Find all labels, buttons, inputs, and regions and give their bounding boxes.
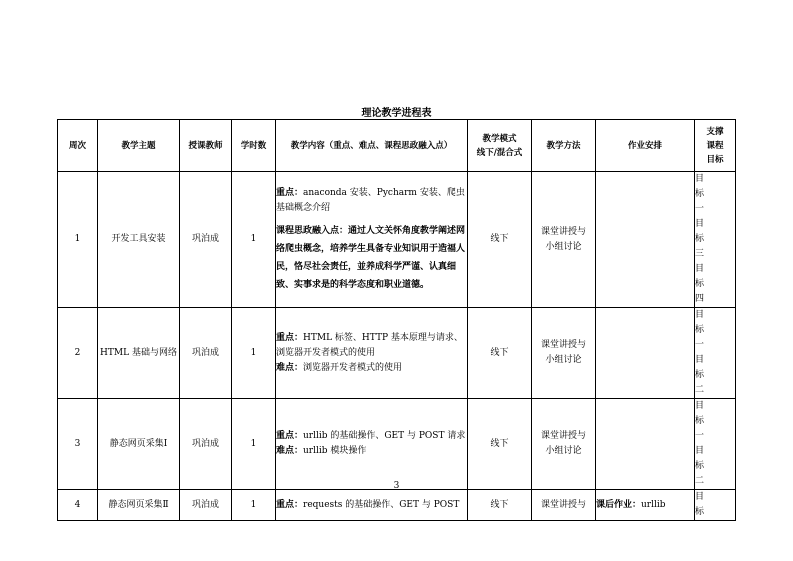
difficulty-label: 难点： xyxy=(276,446,304,456)
mode-cell: 线下 xyxy=(468,172,532,308)
difficulty-text: 浏览器开发者模式的使用 xyxy=(303,362,403,373)
goal-line: 三 xyxy=(695,249,715,259)
method-line1: 课堂讲授与 xyxy=(540,340,586,350)
header-method: 教学方法 xyxy=(532,120,596,172)
difficulty-label: 难点： xyxy=(276,362,304,373)
method-line1: 课堂讲授与 xyxy=(540,499,586,510)
hours-cell: 1 xyxy=(232,172,276,308)
header-goal-line1: 支撑 xyxy=(706,126,724,137)
topic-cell: HTML 基础与网络 xyxy=(98,308,180,399)
goal-cell xyxy=(695,399,736,490)
method-line1: 课堂讲授与 xyxy=(540,226,586,237)
header-topic: 教学主题 xyxy=(98,120,180,172)
ideology-point xyxy=(276,222,467,294)
content-cell xyxy=(276,399,468,490)
key-point-label: 重点： xyxy=(276,187,304,198)
hours-cell: 1 xyxy=(232,490,276,521)
content-cell xyxy=(276,490,468,521)
topic-cell: 开发工具安装 xyxy=(98,172,180,308)
goal-line: 目 标 xyxy=(695,355,715,380)
table-row xyxy=(58,172,736,308)
goal-cell xyxy=(695,490,736,521)
goal-line: 一 xyxy=(695,204,715,214)
goal-line: 一 xyxy=(695,431,715,441)
goal-line: 二 xyxy=(695,385,715,395)
header-week: 周次 xyxy=(58,120,98,172)
goal-line: 目 标 xyxy=(695,219,715,244)
key-point-text: HTML 标签、HTTP 基本原理与请求、浏览器开发者模式的使用 xyxy=(276,332,463,358)
header-mode xyxy=(468,120,532,172)
key-point-label: 重点： xyxy=(276,499,304,510)
header-mode-line1: 教学模式 xyxy=(482,133,517,144)
difficulty-text: urllib 模块操作 xyxy=(303,446,367,456)
mode-cell: 线下 xyxy=(468,308,532,399)
goal-line: 目 标 xyxy=(695,401,715,426)
key-point-text: urllib 的基础操作、GET 与 POST 请求 xyxy=(303,431,466,441)
table-row xyxy=(58,308,736,399)
method-line2: 小组讨论 xyxy=(545,355,582,365)
goal-line: 二 xyxy=(695,476,715,486)
goal-cell xyxy=(695,172,736,308)
header-row xyxy=(58,120,736,172)
homework-cell xyxy=(596,172,695,308)
table-row xyxy=(58,490,736,521)
teaching-schedule-table xyxy=(57,119,736,521)
topic-cell: 静态网页采集Ⅱ xyxy=(98,490,180,521)
page-number: 3 xyxy=(393,481,400,491)
ideology-text: 通过人文关怀角度教学阐述网络爬虫概念，培养学生具备专业知识用于造福人民，恪尽社会责任，並养成科学严谨、认真细致、实事求是的科学态度和职业道德。 xyxy=(276,225,466,290)
hours-cell: 1 xyxy=(232,399,276,490)
teacher-cell: 巩泊成 xyxy=(180,172,232,308)
goal-line: 目 标 xyxy=(695,492,715,517)
table-title: 理论教学进程表 xyxy=(361,108,432,119)
method-cell xyxy=(532,308,596,399)
goal-line: 目 标 xyxy=(695,446,715,471)
key-point-text: anaconda 安装、Pycharm 安装、爬虫基础概念介绍 xyxy=(276,187,465,213)
key-point-text: requests 的基础操作、GET 与 POST xyxy=(303,499,460,510)
mode-cell: 线下 xyxy=(468,399,532,490)
content-cell xyxy=(276,172,468,308)
teacher-cell: 巩泊成 xyxy=(180,490,232,521)
goal-line: 目 标 xyxy=(695,310,715,335)
method-line1: 课堂讲授与 xyxy=(540,431,586,441)
week-cell: 4 xyxy=(58,490,98,521)
table-row xyxy=(58,399,736,490)
homework-cell xyxy=(596,308,695,399)
goal-line: 一 xyxy=(695,340,715,350)
header-goal xyxy=(695,120,736,172)
header-mode-line2: 线下/混合式 xyxy=(476,147,523,158)
week-cell: 3 xyxy=(58,399,98,490)
goal-cell xyxy=(695,308,736,399)
header-goal-line2: 课程 xyxy=(706,140,724,151)
week-cell: 2 xyxy=(58,308,98,399)
mode-cell: 线下 xyxy=(468,490,532,521)
method-line2: 小组讨论 xyxy=(545,241,582,252)
header-hours: 学时数 xyxy=(232,120,276,172)
header-homework: 作业安排 xyxy=(596,120,695,172)
key-point-label: 重点： xyxy=(276,431,304,441)
teacher-cell: 巩泊成 xyxy=(180,399,232,490)
header-content: 教学内容（重点、难点、课程思政融入点） xyxy=(276,120,468,172)
method-cell xyxy=(532,172,596,308)
homework-cell xyxy=(596,490,695,521)
topic-cell: 静态网页采集Ⅰ xyxy=(98,399,180,490)
method-cell xyxy=(532,490,596,521)
method-line2: 小组讨论 xyxy=(545,446,582,456)
goal-line: 目 标 xyxy=(695,174,715,199)
key-point-label: 重点： xyxy=(276,332,304,343)
homework-cell xyxy=(596,399,695,490)
homework-text: urllib xyxy=(641,499,666,510)
header-goal-line3: 目标 xyxy=(706,154,724,165)
teacher-cell: 巩泊成 xyxy=(180,308,232,399)
goal-line: 四 xyxy=(695,294,715,304)
header-teacher: 授课教师 xyxy=(180,120,232,172)
content-cell xyxy=(276,308,468,399)
homework-label: 课后作业： xyxy=(596,499,642,510)
method-cell xyxy=(532,399,596,490)
week-cell: 1 xyxy=(58,172,98,308)
ideology-label: 课程思政融入点： xyxy=(276,225,349,236)
hours-cell: 1 xyxy=(232,308,276,399)
goal-line: 目 标 xyxy=(695,264,715,289)
